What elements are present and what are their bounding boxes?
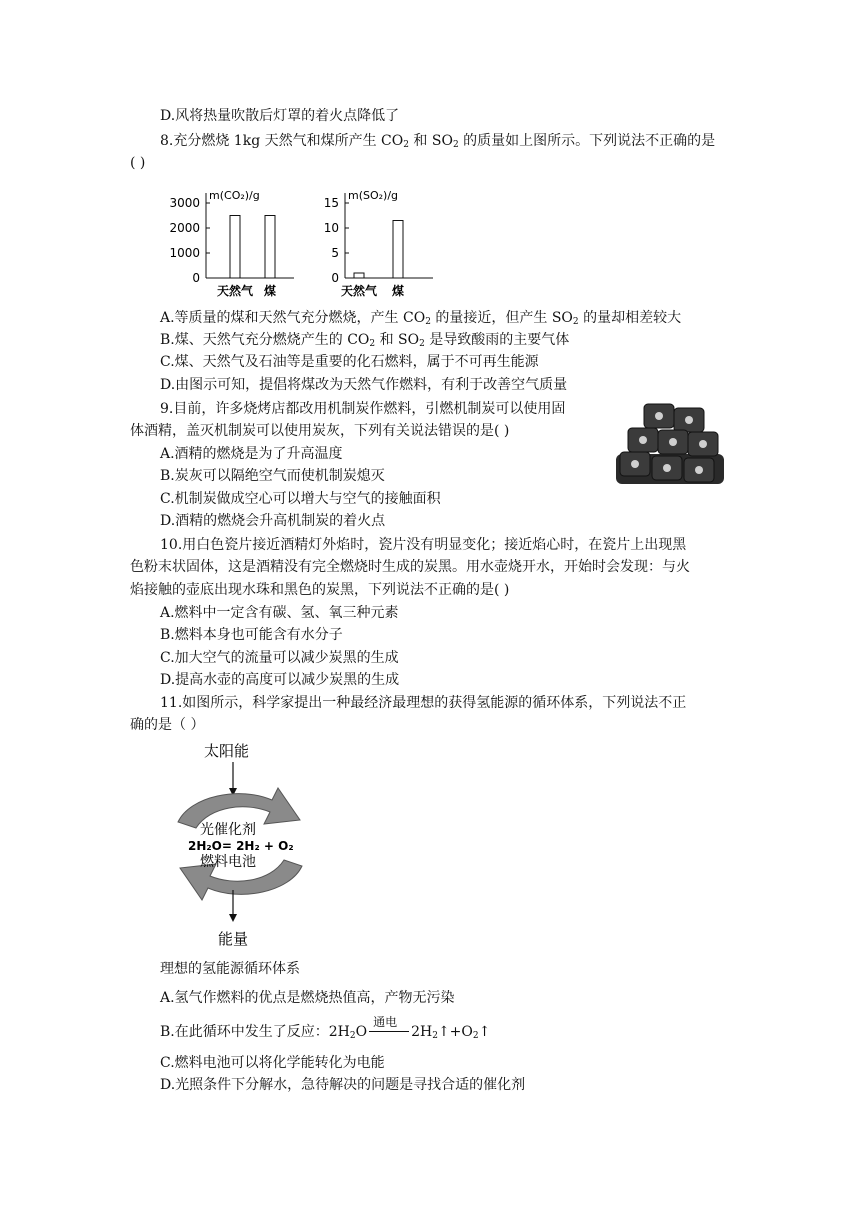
- q9-stem-line1: 9.目前，许多烧烤店都改用机制炭作燃料，引燃机制炭可以使用固: [160, 401, 566, 417]
- diagram-caption: 理想的氢能源循环体系: [160, 961, 300, 977]
- reaction-condition: 通电: [367, 1022, 411, 1042]
- q10-stem-line2: 色粉末状固体，这是酒精没有完全燃烧时生成的炭黑。用水壶烧开水，开始时会发现：与火: [130, 559, 690, 575]
- chart1-bar: [265, 216, 275, 279]
- q11-option-c: C.燃料电池可以将化学能转化为电能: [160, 1055, 385, 1071]
- chart2-bar: [354, 273, 364, 278]
- chart1-tick-label: 2000: [169, 221, 200, 235]
- q9-option-c: C.机制炭做成空心可以增大与空气的接触面积: [160, 491, 441, 507]
- q10-stem-line1: 10.用白色瓷片接近酒精灯外焰时，瓷片没有明显变化；接近焰心时，在瓷片上出现黑: [160, 537, 687, 553]
- diagram-catalyst-label: 光催化剂: [200, 822, 256, 838]
- charcoal-image: [614, 398, 726, 488]
- q8-stem: 8.充分燃烧 1kg 天然气和煤所产生 $CO_2$ 和 $SO_2$ 的质量如上图所示。下列说法不正确的是: [160, 133, 716, 150]
- q8-option-c: C.煤、天然气及石油等是重要的化石燃料，属于不可再生能源: [160, 354, 539, 370]
- q10-option-c: C.加大空气的流量可以减少炭黑的生成: [160, 650, 399, 666]
- q8-charts: [160, 185, 460, 305]
- q8-charts-svg: [160, 185, 460, 305]
- q10-option-d: D.提高水壶的高度可以减少炭黑的生成: [160, 672, 400, 688]
- q8-option-d: D.由图示可知，提倡将煤改为天然气作燃料，有利于改善空气质量: [160, 377, 568, 393]
- chart2-y-label: m(SO₂)/g: [348, 189, 399, 202]
- diagram-equation: 2H₂O= 2H₂ + O₂: [188, 839, 294, 853]
- q10-option-b: B.燃料本身也可能含有水分子: [160, 627, 343, 643]
- q9-stem-line2: 体酒精，盖灭机制炭可以使用炭灰，下列有关说法错误的是( ): [130, 423, 510, 439]
- q11-option-b: B.在此循环中发生了反应：$2H_2O$ 通电 $2H_2↑+O_2↑$: [160, 1015, 491, 1041]
- chart1-bar: [230, 216, 240, 279]
- q7-option-d: D.风将热量吹散后灯罩的着火点降低了: [160, 108, 400, 124]
- q11-option-d: D.光照条件下分解水，急待解决的问题是寻找合适的催化剂: [160, 1077, 526, 1093]
- chart1-tick-label: 0: [192, 271, 200, 285]
- q9-option-b: B.炭灰可以隔绝空气而使机制炭熄灭: [160, 468, 385, 484]
- chart1-category-label: 天然气: [216, 284, 254, 298]
- chart1-tick-label: 3000: [169, 196, 200, 210]
- q8-option-a: A.等质量的煤和天然气充分燃烧，产生 $CO_2$ 的量接近，但产生 $SO_2$ 的量却相差较大: [160, 310, 682, 327]
- chart1-category-label: 煤: [263, 284, 277, 298]
- diagram-cell-label: 燃料电池: [200, 854, 256, 870]
- diagram-bottom-label: 能量: [218, 930, 249, 948]
- q11-stem-line2: 确的是（ ）: [130, 717, 205, 733]
- chart1-y-label: m(CO₂)/g: [209, 189, 260, 202]
- diagram-top-label: 太阳能: [204, 742, 250, 760]
- q11-option-a: A.氢气作燃料的优点是燃烧热值高，产物无污染: [160, 990, 455, 1006]
- q9-option-d: D.酒精的燃烧会升高机制炭的着火点: [160, 513, 386, 529]
- q9-option-a: A.酒精的燃烧是为了升高温度: [160, 446, 343, 462]
- chart2-tick-label: 15: [323, 196, 339, 210]
- q8-paren: ( ): [130, 155, 146, 171]
- q10-option-a: A.燃料中一定含有碳、氢、氧三种元素: [160, 605, 399, 621]
- chart2-category-label: 煤: [391, 284, 405, 298]
- chart1-tick-label: 1000: [169, 246, 200, 260]
- chart2-tick-label: 5: [331, 246, 339, 260]
- chart2-bar: [393, 221, 403, 279]
- chart2-category-label: 天然气: [340, 284, 378, 298]
- q10-stem-line3: 焰接触的壶底出现水珠和黑色的炭黑，下列说法不正确的是( ): [130, 582, 510, 598]
- q11-stem-line1: 11.如图所示，科学家提出一种最经济最理想的获得氢能源的循环体系，下列说法不正: [160, 695, 687, 711]
- q8-option-b: B.煤、天然气充分燃烧产生的 $CO_2$ 和 $SO_2$ 是导致酸雨的主要气体: [160, 332, 570, 349]
- chart2-tick-label: 10: [323, 221, 339, 235]
- hydrogen-cycle-diagram: [160, 740, 320, 950]
- chart2-tick-label: 0: [331, 271, 339, 285]
